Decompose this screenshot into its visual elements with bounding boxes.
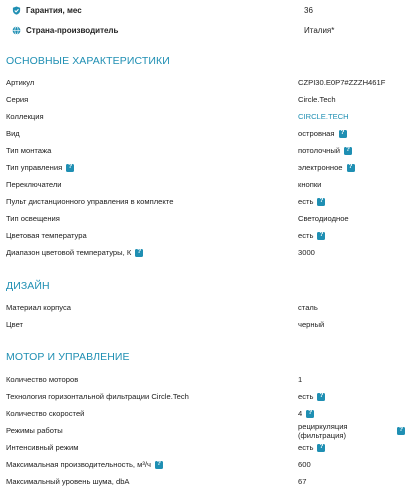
spec-value: черный [298,320,325,329]
help-icon[interactable]: ? [399,426,404,434]
warranty-label: Гарантия, мес [26,5,82,15]
spec-row-intensive [6,439,405,456]
spec-name: Цвет [6,320,24,329]
spec-name: Тип освещения [6,214,60,223]
spec-name: Диапазон цветовой температуры, К [6,248,132,257]
spec-name: Тип управления [6,163,63,172]
spec-name: Количество скоростей [6,409,85,418]
spec-value: кнопки [298,180,322,189]
spec-value: 3000 [298,248,315,257]
spec-row-switches [6,176,405,193]
spec-name: Коллекция [6,112,44,121]
spec-row-lighting [6,210,405,227]
country-label: Страна-производитель [26,25,119,35]
help-icon[interactable]: ? [344,147,352,155]
spec-row-color [6,316,405,333]
spec-name-wrap [6,163,74,172]
spec-row-remote [6,193,405,210]
spec-name: Вид [6,129,20,138]
spec-row-modes [6,422,405,439]
spec-value-wrap [298,146,352,155]
section-title-motor: МОТОР И УПРАВЛЕНИЕ [6,351,130,363]
spec-value: 67 [298,477,307,486]
spec-value: 600 [298,460,311,469]
spec-name: Максимальная производительность, м³/ч [6,460,151,469]
help-icon[interactable]: ? [155,461,163,469]
spec-row-filtration-tech [6,388,405,405]
spec-row-series [6,91,405,108]
help-icon[interactable]: ? [317,393,325,401]
spec-name: Тип монтажа [6,146,52,155]
collection-link[interactable]: CIRCLE.TECH [298,112,349,121]
spec-value-wrap [298,197,325,206]
country-row [6,20,405,40]
spec-name: Пульт дистанционного управления в комплекте [6,197,174,206]
spec-value: электронное [298,163,343,172]
spec-row-max-performance [6,456,405,473]
spec-value: Светодиодное [298,214,349,223]
spec-value-wrap [298,443,325,452]
help-icon[interactable]: ? [317,444,325,452]
help-icon[interactable]: ? [317,198,325,206]
spec-name: Интенсивный режим [6,443,79,452]
spec-row-body-material [6,299,405,316]
section-title-design: ДИЗАЙН [6,280,50,292]
spec-value: CZPI30.E0P7#ZZZH461F [298,78,386,87]
spec-row-collection [6,108,405,125]
spec-value-wrap [298,163,355,172]
spec-name: Серия [6,95,29,104]
help-icon[interactable]: ? [317,232,325,240]
spec-row-color-temp-range [6,244,405,261]
warranty-row [6,0,405,20]
spec-row-motors [6,371,405,388]
help-icon[interactable]: ? [135,249,143,257]
spec-row-type [6,125,405,142]
help-icon[interactable]: ? [347,164,355,172]
spec-name: Материал корпуса [6,303,72,312]
spec-value: есть [298,231,314,240]
spec-value: островная [298,129,335,138]
spec-name: Цветовая температура [6,231,87,240]
spec-row-article [6,74,405,91]
spec-name: Количество моторов [6,375,79,384]
shield-check-icon [12,6,21,15]
spec-value-wrap [298,422,405,440]
spec-row-color-temp [6,227,405,244]
spec-value: рециркуляция (фильтрация) [298,421,348,440]
spec-name: Режимы работы [6,426,63,435]
spec-name: Технология горизонтальной фильтрации Circle.Tech [6,392,189,401]
spec-row-speeds [6,405,405,422]
spec-value-wrap [298,409,314,418]
spec-row-mount [6,142,405,159]
spec-name: Артикул [6,78,35,87]
spec-value: Circle.Tech [298,95,336,104]
country-value: Италия* [304,25,335,35]
help-icon[interactable]: ? [66,164,74,172]
globe-icon [12,26,21,35]
help-icon[interactable]: ? [306,410,314,418]
spec-value: 4 [298,409,303,418]
spec-value: сталь [298,303,318,312]
spec-value: есть [298,392,314,401]
spec-value: 1 [298,375,303,384]
spec-value: есть [298,443,314,452]
spec-name-wrap [6,460,163,469]
spec-name: Максимальный уровень шума, dbA [6,477,130,486]
spec-value-wrap [298,129,347,138]
spec-row-control [6,159,405,176]
warranty-value: 36 [304,5,313,15]
spec-name-wrap [6,248,143,257]
spec-name: Переключатели [6,180,62,189]
section-title-main: ОСНОВНЫЕ ХАРАКТЕРИСТИКИ [6,55,170,67]
spec-row-max-noise [6,473,405,490]
spec-value-wrap [298,392,325,401]
spec-value: есть [298,197,314,206]
help-icon[interactable]: ? [339,130,347,138]
spec-value: потолочный [298,146,341,155]
spec-value-wrap [298,231,325,240]
